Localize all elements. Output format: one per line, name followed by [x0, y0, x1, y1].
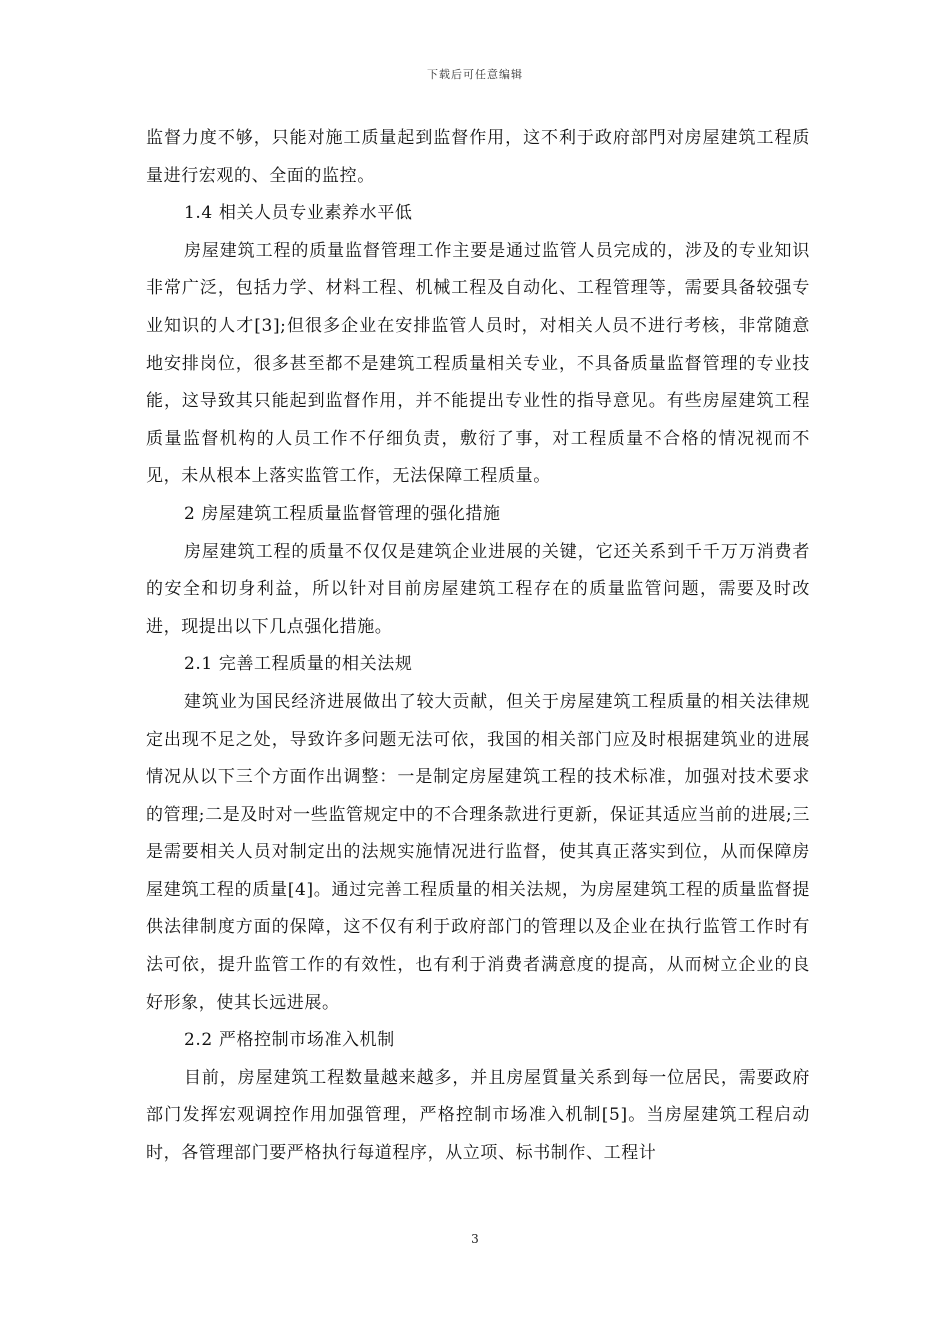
section-heading-1-4: 1.4 相关人员专业素养水平低	[184, 203, 413, 224]
section-heading-2-2: 2.2 严格控制市场准入机制	[184, 1030, 395, 1051]
paragraph-market-access: 目前，房屋建筑工程数量越来越多，并且房屋質量关系到每一位居民，需要政府部门发挥宏观调控作用加强管理，严格控制市场准入机制[5]。当房屋建筑工程启动时，各管理部门要严格执行每道程序，从立项、标书制作、工程计	[146, 1067, 810, 1164]
paragraph-measures-intro: 房屋建筑工程的质量不仅仅是建筑企业进展的关键，它还关系到千千万万消费者的安全和切身利益，所以针对目前房屋建筑工程存在的质量监管问题，需要及时改进，现提出以下几点强化措施。	[146, 541, 810, 637]
paragraph-regulations: 建筑业为国民经济进展做出了较大贡献，但关于房屋建筑工程质量的相关法律规定出现不足之处，导致许多问题无法可依，我国的相关部门应及时根据建筑业的进展情况从以下三个方面作出调整：一是制定房屋建筑工程的技术标准，加强对技术要求的管理;二是及时对一些监管规定中的不合理条款进行更新，保证其适应当前的进展;三是需要相关人员对制定出的法规实施情况进行监督，使其真正落实到位，从而保障房屋建筑工程的质量[4]。通过完善工程质量的相关法规，为房屋建筑工程的质量监督提供法律制度方面的保障，这不仅有利于政府部门的管理以及企业在执行监管工作时有法可依，提升监管工作的有效性，也有利于消费者满意度的提高，从而树立企业的良好形象，使其长远进展。	[146, 691, 810, 1013]
paragraph-continuation: 监督力度不够，只能对施工质量起到监督作用，这不利于政府部門对房屋建筑工程质量进行宏观的、全面的监控。	[146, 128, 810, 186]
document-body	[146, 120, 810, 1173]
section-heading-2: 2 房屋建筑工程质量监督管理的强化措施	[184, 503, 501, 524]
page-header: 下载后可任意编辑	[427, 68, 523, 81]
page-number: 3	[471, 1232, 479, 1246]
section-heading-2-1: 2.1 完善工程质量的相关法规	[184, 654, 413, 675]
paragraph-staff-quality: 房屋建筑工程的质量监督管理工作主要是通过监管人员完成的，涉及的专业知识非常广泛，包括力学、材料工程、机械工程及自动化、工程管理等，需要具备较强专业知识的人才[3];但很多企业在安排监管人员时，对相关人员不进行考核，非常随意地安排岗位，很多甚至都不是建筑工程质量相关专业，不具备质量监督管理的专业技能，这导致其只能起到监督作用，并不能提出专业性的指导意见。有些房屋建筑工程质量监督机构的人员工作不仔细负责，敷衍了事，对工程质量不合格的情况视而不见，未从根本上落实监管工作，无法保障工程质量。	[146, 240, 810, 487]
